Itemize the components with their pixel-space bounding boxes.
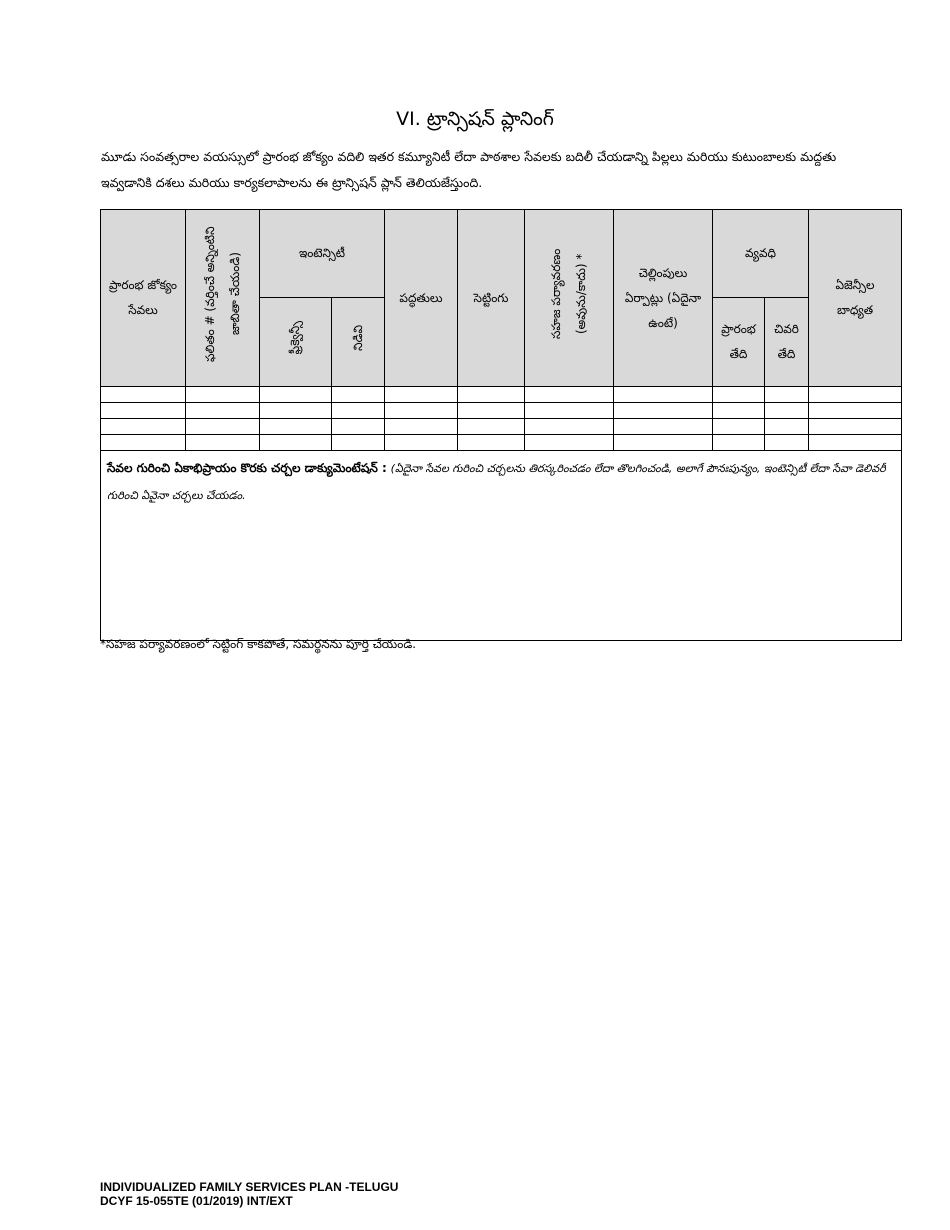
table-row: [101, 387, 902, 403]
header-setting: సెట్టింగు: [458, 210, 525, 387]
cell[interactable]: [260, 403, 332, 419]
cell[interactable]: [809, 419, 902, 435]
cell[interactable]: [713, 387, 765, 403]
cell[interactable]: [713, 403, 765, 419]
cell[interactable]: [385, 435, 458, 451]
cell[interactable]: [525, 435, 614, 451]
header-method: పద్ధతులు: [385, 210, 458, 387]
cell[interactable]: [260, 419, 332, 435]
cell[interactable]: [101, 387, 186, 403]
header-frequency: ఫ్రీక్వెన్సీ: [260, 298, 332, 387]
header-outcome: ఫలితం # (వర్తించే అన్నింటిని జాబితా చేయండి): [186, 210, 260, 387]
cell[interactable]: [614, 419, 713, 435]
cell[interactable]: [765, 403, 809, 419]
cell[interactable]: [101, 419, 186, 435]
cell[interactable]: [332, 435, 385, 451]
cell[interactable]: [260, 435, 332, 451]
cell[interactable]: [525, 403, 614, 419]
header-services: ప్రారంభ జోక్యం సేవలు: [101, 210, 186, 387]
cell[interactable]: [765, 435, 809, 451]
cell[interactable]: [186, 387, 260, 403]
header-intensity: ఇంటెన్సిటీ: [260, 210, 385, 298]
cell[interactable]: [809, 435, 902, 451]
cell[interactable]: [332, 403, 385, 419]
header-agency: ఏజెన్సీల బాధ్యత: [809, 210, 902, 387]
notes-hint: (ఏదైనా సేవల గురించి చర్చలను తిరస్కరించడం లేదా తొలగించండి, అలాగే పౌనఃపున్యం, ఇంటెన్సిటీ లేదా సేవా డెలివరీ గురించి ఏవైనా చర్చలు చేయడం.: [107, 462, 886, 502]
table-row: [101, 435, 902, 451]
cell[interactable]: [525, 387, 614, 403]
header-length: నిడివి: [332, 298, 385, 387]
footer-form-number: DCYF 15-055TE (01/2019) INT/EXT: [100, 1194, 293, 1208]
header-start-date: ప్రారంభ తేది: [713, 298, 765, 387]
cell[interactable]: [765, 419, 809, 435]
header-natural-env: సహజ పర్యావరణం (అవును/కాదు) *: [525, 210, 614, 387]
header-end-date: చివరి తేది: [765, 298, 809, 387]
header-duration: వ్యవధి: [713, 210, 809, 298]
page-title: VI. ట్రాన్సిషన్ ప్లానింగ్: [396, 108, 554, 130]
cell[interactable]: [458, 435, 525, 451]
cell[interactable]: [765, 387, 809, 403]
footer-form-name: INDIVIDUALIZED FAMILY SERVICES PLAN -TELUGU: [100, 1180, 399, 1194]
cell[interactable]: [186, 419, 260, 435]
cell[interactable]: [260, 387, 332, 403]
cell[interactable]: [713, 435, 765, 451]
notes-field[interactable]: [101, 451, 902, 641]
cell[interactable]: [332, 387, 385, 403]
table-row: [101, 403, 902, 419]
cell[interactable]: [614, 403, 713, 419]
cell[interactable]: [385, 419, 458, 435]
transition-plan-table: [100, 209, 902, 641]
cell[interactable]: [332, 419, 385, 435]
cell[interactable]: [186, 435, 260, 451]
cell[interactable]: [385, 387, 458, 403]
cell[interactable]: [458, 419, 525, 435]
cell[interactable]: [458, 387, 525, 403]
cell[interactable]: [713, 419, 765, 435]
intro-text: మూడు సంవత్సరాల వయస్సులో ప్రారంభ జోక్యం వదిలి ఇతర కమ్యూనిటీ లేదా పాఠశాల సేవలకు బదిలీ చేయడాన్ని పిల్లలు మరియు కుటుంబాలకు మద్దతు ఇవ్వడానికి దశలు మరియు కార్యకలాపాలను ఈ ట్రాన్సిషన్ ప్లాన్ తెలియజేస్తుంది.: [101, 149, 837, 190]
cell[interactable]: [101, 403, 186, 419]
cell[interactable]: [614, 387, 713, 403]
cell[interactable]: [458, 403, 525, 419]
header-payment: చెల్లింపులు ఏర్పాట్లు (ఏదైనా ఉంటే): [614, 210, 713, 387]
cell[interactable]: [385, 403, 458, 419]
cell[interactable]: [614, 435, 713, 451]
notes-heading: సేవల గురించి ఏకాభిప్రాయం కొరకు చర్చల డాక్యుమెంటేషన్ :: [107, 461, 387, 475]
cell[interactable]: [186, 403, 260, 419]
form-footer: [100, 1180, 398, 1208]
table-row: [101, 419, 902, 435]
cell[interactable]: [809, 387, 902, 403]
cell[interactable]: [525, 419, 614, 435]
cell[interactable]: [101, 435, 186, 451]
footnote: *సహజ పర్యావరణంలో సెట్టింగ్ కాకపోతే, సమర్థనను పూర్తి చేయండి.: [100, 637, 417, 651]
cell[interactable]: [809, 403, 902, 419]
